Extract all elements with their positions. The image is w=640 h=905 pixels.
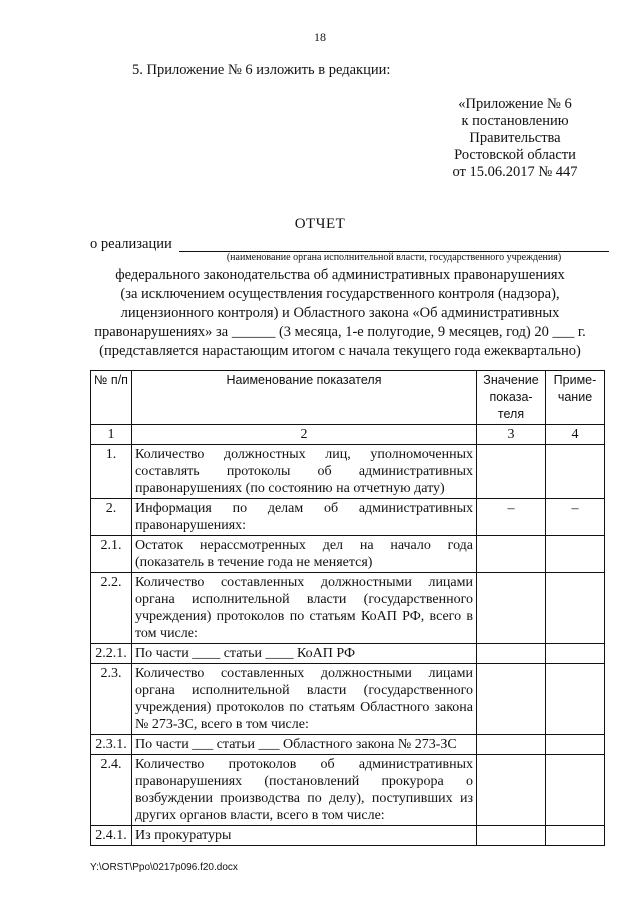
table-row: [91, 664, 605, 735]
appendix-block: [420, 96, 610, 181]
row-number: 2.1.: [91, 536, 132, 573]
appendix-line: Правительства: [469, 130, 561, 146]
row-note: [546, 755, 605, 826]
report-line: федерального законодательства об административных правонарушениях: [115, 267, 565, 283]
row-note: [546, 644, 605, 664]
table-row: [91, 826, 605, 846]
header-note: Приме-чание: [546, 371, 605, 425]
row-number: 2.2.: [91, 573, 132, 644]
row-number: 2.3.1.: [91, 735, 132, 755]
appendix-line: Ростовской области: [454, 147, 576, 163]
realization-label: о реализации: [90, 236, 172, 252]
row-number: 2.4.1.: [91, 826, 132, 846]
row-note: [546, 826, 605, 846]
report-title: ОТЧЕТ: [294, 216, 346, 232]
row-name: Остаток нерассмотренных дел на начало года (показатель в течение года не меняется): [132, 536, 477, 573]
row-note: [546, 735, 605, 755]
col-number: 2: [132, 425, 477, 445]
table-row: [91, 573, 605, 644]
table-row: [91, 499, 605, 536]
row-value: [477, 445, 546, 499]
appendix-line: от 15.06.2017 № 447: [452, 164, 578, 180]
report-line: (за исключением осуществления государственного контроля (надзора),: [120, 286, 560, 302]
report-line: правонарушениях» за ______ (3 месяца, 1-е полугодие, 9 месяцев, год) 20 ___ г.: [94, 324, 586, 340]
header-value: Значение показа-теля: [477, 371, 546, 425]
row-number: 2.2.1.: [91, 644, 132, 664]
table-header-row: [91, 371, 605, 425]
row-name: По части ___ статьи ___ Областного закона № 273-ЗС: [132, 735, 477, 755]
header-no: № п/п: [91, 371, 132, 425]
page-number: 18: [314, 30, 326, 44]
intro-text: 5. Приложение № 6 изложить в редакции:: [132, 62, 391, 78]
column-number-row: [91, 425, 605, 445]
row-note: [546, 573, 605, 644]
row-value: [477, 826, 546, 846]
col-number: 3: [477, 425, 546, 445]
row-name: Количество должностных лиц, уполномоченных составлять протоколы об административных правонарушениях (по состоянию на отчетную дату): [132, 445, 477, 499]
row-name: Количество составленных должностными лицами органа исполнительной власти (государственного учреждения) протоколов по статьям Областного закона № 273-ЗС, всего в том числе:: [132, 664, 477, 735]
row-number: 2.4.: [91, 755, 132, 826]
row-value: [477, 664, 546, 735]
col-number: 4: [546, 425, 605, 445]
row-number: 1.: [91, 445, 132, 499]
row-value: [477, 573, 546, 644]
row-name: Количество протоколов об административных правонарушениях (постановлений прокурора о возбуждении производства по делу), поступивших из других органов власти, всего в том числе:: [132, 755, 477, 826]
row-value: [477, 644, 546, 664]
row-name: Информация по делам об административных правонарушениях:: [132, 499, 477, 536]
row-note: [546, 536, 605, 573]
row-note: –: [546, 499, 605, 536]
row-number: 2.3.: [91, 664, 132, 735]
report-line: (представляется нарастающим итогом с начала текущего года ежеквартально): [99, 343, 581, 359]
table-row: [91, 755, 605, 826]
row-value: [477, 536, 546, 573]
row-value: [477, 755, 546, 826]
row-name: По части ____ статьи ____ КоАП РФ: [132, 644, 477, 664]
row-note: [546, 445, 605, 499]
row-name: Из прокуратуры: [132, 826, 477, 846]
table-row: [91, 735, 605, 755]
header-name: Наименование показателя: [132, 371, 477, 425]
row-value: [477, 735, 546, 755]
appendix-line: «Приложение № 6: [458, 96, 572, 112]
table-row: [91, 644, 605, 664]
row-note: [546, 664, 605, 735]
footer-file-path: Y:\ORST\Ppo\0217p096.f20.docx: [90, 862, 238, 873]
realization-hint: (наименование органа исполнительной власти, государственного учреждения): [226, 252, 562, 263]
row-value: –: [477, 499, 546, 536]
report-line: лицензионного контроля) и Областного закона «Об административных: [120, 305, 560, 321]
row-number: 2.: [91, 499, 132, 536]
table-row: [91, 445, 605, 499]
row-name: Количество составленных должностными лицами органа исполнительной власти (государственного учреждения) протоколов по статьям КоАП РФ, всего в том числе:: [132, 573, 477, 644]
report-table: [90, 370, 605, 846]
appendix-line: к постановлению: [461, 113, 569, 129]
table-row: [91, 536, 605, 573]
col-number: 1: [91, 425, 132, 445]
